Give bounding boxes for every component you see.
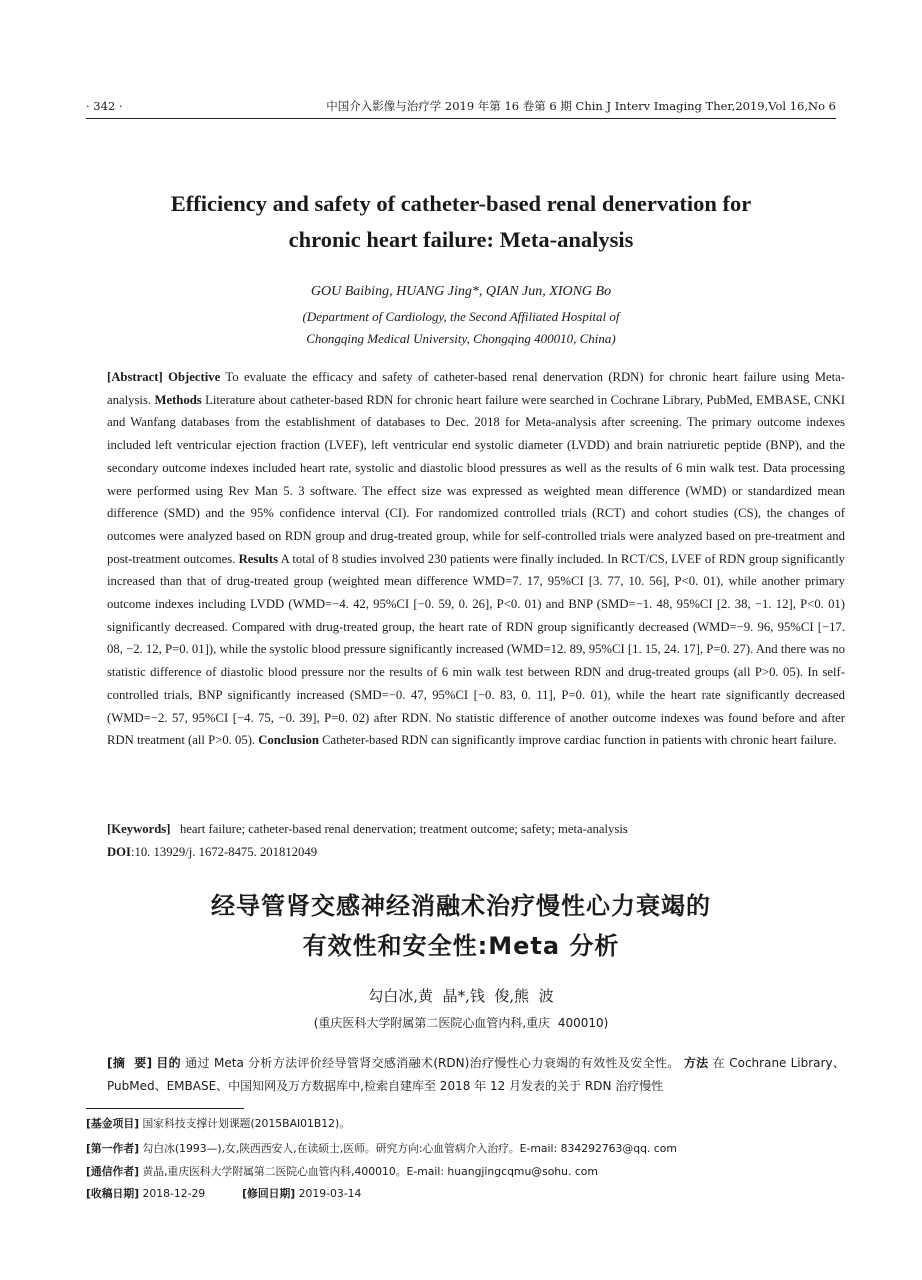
footnote-rule — [86, 1108, 244, 1109]
english-affiliation-line-1: (Department of Cardiology, the Second Affiliated Hospital of — [302, 309, 620, 324]
chinese-abstract-label: [摘 要] — [107, 1056, 153, 1070]
footnote-dates — [86, 1185, 836, 1203]
english-affiliation-line-2: Chongqing Medical University, Chongqing 400010, China) — [306, 331, 616, 346]
footnote-corresponding-author — [86, 1163, 836, 1181]
english-authors: GOU Baibing, HUANG Jing*, QIAN Jun, XIONG Bo — [310, 284, 612, 299]
footnote-fund — [86, 1115, 836, 1133]
chinese-title-line-2: 有效性和安全性:Meta 分析 — [302, 932, 620, 960]
chinese-objective-text: 通过 Meta 分析方法评价经导管肾交感消融术(RDN)治疗慢性心力衰竭的有效性及安全性。 — [185, 1056, 680, 1070]
english-title-line-1: Efficiency and safety of catheter-based renal denervation for — [170, 191, 752, 216]
fund-label: [基金项目] — [86, 1117, 140, 1130]
objective-text: To evaluate the efficacy and safety of catheter-based renal denervation (RDN) for chronic heart failure using Meta-analysis. — [107, 370, 846, 407]
methods-text: Literature about catheter-based RDN for chronic heart failure were searched in Cochrane Library, PubMed, EMBASE, CNKI and Wanfang databases from the establishment of databases to Dec. 2018 for Meta-analysis after screening. The primary outcome indexes included left ventricular ejection fraction (LVEF), left ventricular end systolic diameter (LVDD) and brain natriuretic peptide (BNP), and the secondary outcome indexes included heart rate, systolic and diastolic blood pressures as well as the results of 6 min walk test. Data processing were performed using Rev Man 5. 3 software. The effect size was expressed as weighted mean difference (WMD) or standardized mean difference (SMD) and the 95% confidence interval (CI). For randomized controlled trials (RCT) and cohort studies (CS), the changes of outcomes were analyzed based on RDN group and drug-treated group, while for self-controlled trials were analyzed based on pre-treatment and post-treatment outcomes. — [107, 392, 846, 566]
chinese-methods-label: 方法 — [683, 1056, 709, 1070]
chinese-title — [86, 886, 836, 966]
corresponding-text: 黄晶,重庆医科大学附属第二医院心血管内科,400010。E-mail: huangjingcqmu@sohu. com — [142, 1165, 598, 1178]
running-header — [86, 96, 836, 116]
journal-citation: 中国介入影像与治疗学 2019 年第 16 卷第 6 期 Chin J Interv Imaging Ther,2019,Vol 16,No 6 — [326, 99, 836, 113]
doi-text: :10. 13929/j. 1672-8475. 201812049 — [130, 845, 318, 859]
doi — [107, 841, 845, 863]
methods-label: Methods — [154, 392, 202, 407]
chinese-methods-text: 在 Cochrane Library、PubMed、EMBASE、中国知网及万方数据库中,检索自建库至 2018 年 12 月发表的关于 RDN 治疗慢性 — [107, 1056, 845, 1093]
chinese-title-line-1: 经导管肾交感神经消融术治疗慢性心力衰竭的 — [211, 892, 711, 920]
header-rule — [86, 118, 836, 119]
chinese-affiliation: (重庆医科大学附属第二医院心血管内科,重庆 400010) — [313, 1016, 609, 1030]
revised-label: [修回日期] — [242, 1187, 296, 1200]
keywords — [107, 818, 845, 840]
chinese-abstract — [107, 1052, 845, 1098]
chinese-authors: 勾白冰,黄 晶*,钱 俊,熊 波 — [368, 987, 554, 1005]
keywords-text: heart failure; catheter-based renal denervation; treatment outcome; safety; meta-analysis — [179, 822, 628, 836]
results-label: Results — [238, 551, 279, 566]
objective-label: Objective — [168, 370, 221, 384]
chinese-objective-label: 目的 — [156, 1056, 181, 1070]
corresponding-label: [通信作者] — [86, 1165, 140, 1178]
english-title — [86, 186, 836, 258]
conclusion-text: Catheter-based RDN can significantly improve cardiac function in patients with chronic heart failure. — [322, 733, 837, 748]
received-date: 2018-12-29 — [142, 1187, 206, 1200]
first-author-text: 勾白冰(1993—),女,陕西西安人,在读硕士,医师。研究方向:心血管病介入治疗。E-mail: 834292763@qq. com — [142, 1142, 677, 1155]
revised-date: 2019-03-14 — [298, 1187, 362, 1200]
fund-text: 国家科技支撑计划课题(2015BAI01B12)。 — [142, 1117, 351, 1130]
page-number: · 342 · — [86, 99, 123, 113]
doi-label: DOI — [107, 845, 131, 859]
footnote-first-author — [86, 1140, 836, 1158]
received-label: [收稿日期] — [86, 1187, 140, 1200]
first-author-label: [第一作者] — [86, 1142, 140, 1155]
english-title-line-2: chronic heart failure: Meta-analysis — [288, 227, 634, 252]
english-abstract — [107, 366, 845, 752]
results-text: A total of 8 studies involved 230 patients were finally included. In RCT/CS, LVEF of RDN group significantly increased than that of drug-treated group (weighted mean difference WMD=7. 17, 95%CI [3. 77, 10. 56], P<0. 01), while another primary outcome indexes including LVDD (WMD=−4. 42, 95%CI [−0. 59, 0. 26], P<0. 01) and BNP (SMD=−1. 48, 95%CI [2. 38, −1. 12], P<0. 01) significantly decreased. Compared with drug-treated group, the heart rate of RDN group significantly decreased (WMD=−9. 96, 95%CI [−17. 08, −2. 12, P=0. 01]), while the systolic blood pressure significantly increased (WMD=12. 89, 95%CI [1. 15, 24. 17], P=0. 27). And there was no statistic difference of diastolic blood pressure nor the results of 6 min walk test between RDN and drug-treated groups (all P>0. 05). In self-controlled trials, BNP significantly increased (SMD=−0. 47, 95%CI [−0. 83, 0. 11], P=0. 01), while the heart rate significantly decreased (WMD=−2. 57, 95%CI [−4. 75, −0. 39], P=0. 02) after RDN. No statistic difference of another outcome indexes was found before and after RDN treatment (all P>0. 05). — [107, 551, 846, 748]
conclusion-label: Conclusion — [258, 733, 319, 748]
abstract-label: [Abstract] — [107, 370, 163, 384]
english-affiliation — [86, 306, 836, 350]
keywords-label: [Keywords] — [107, 822, 171, 836]
